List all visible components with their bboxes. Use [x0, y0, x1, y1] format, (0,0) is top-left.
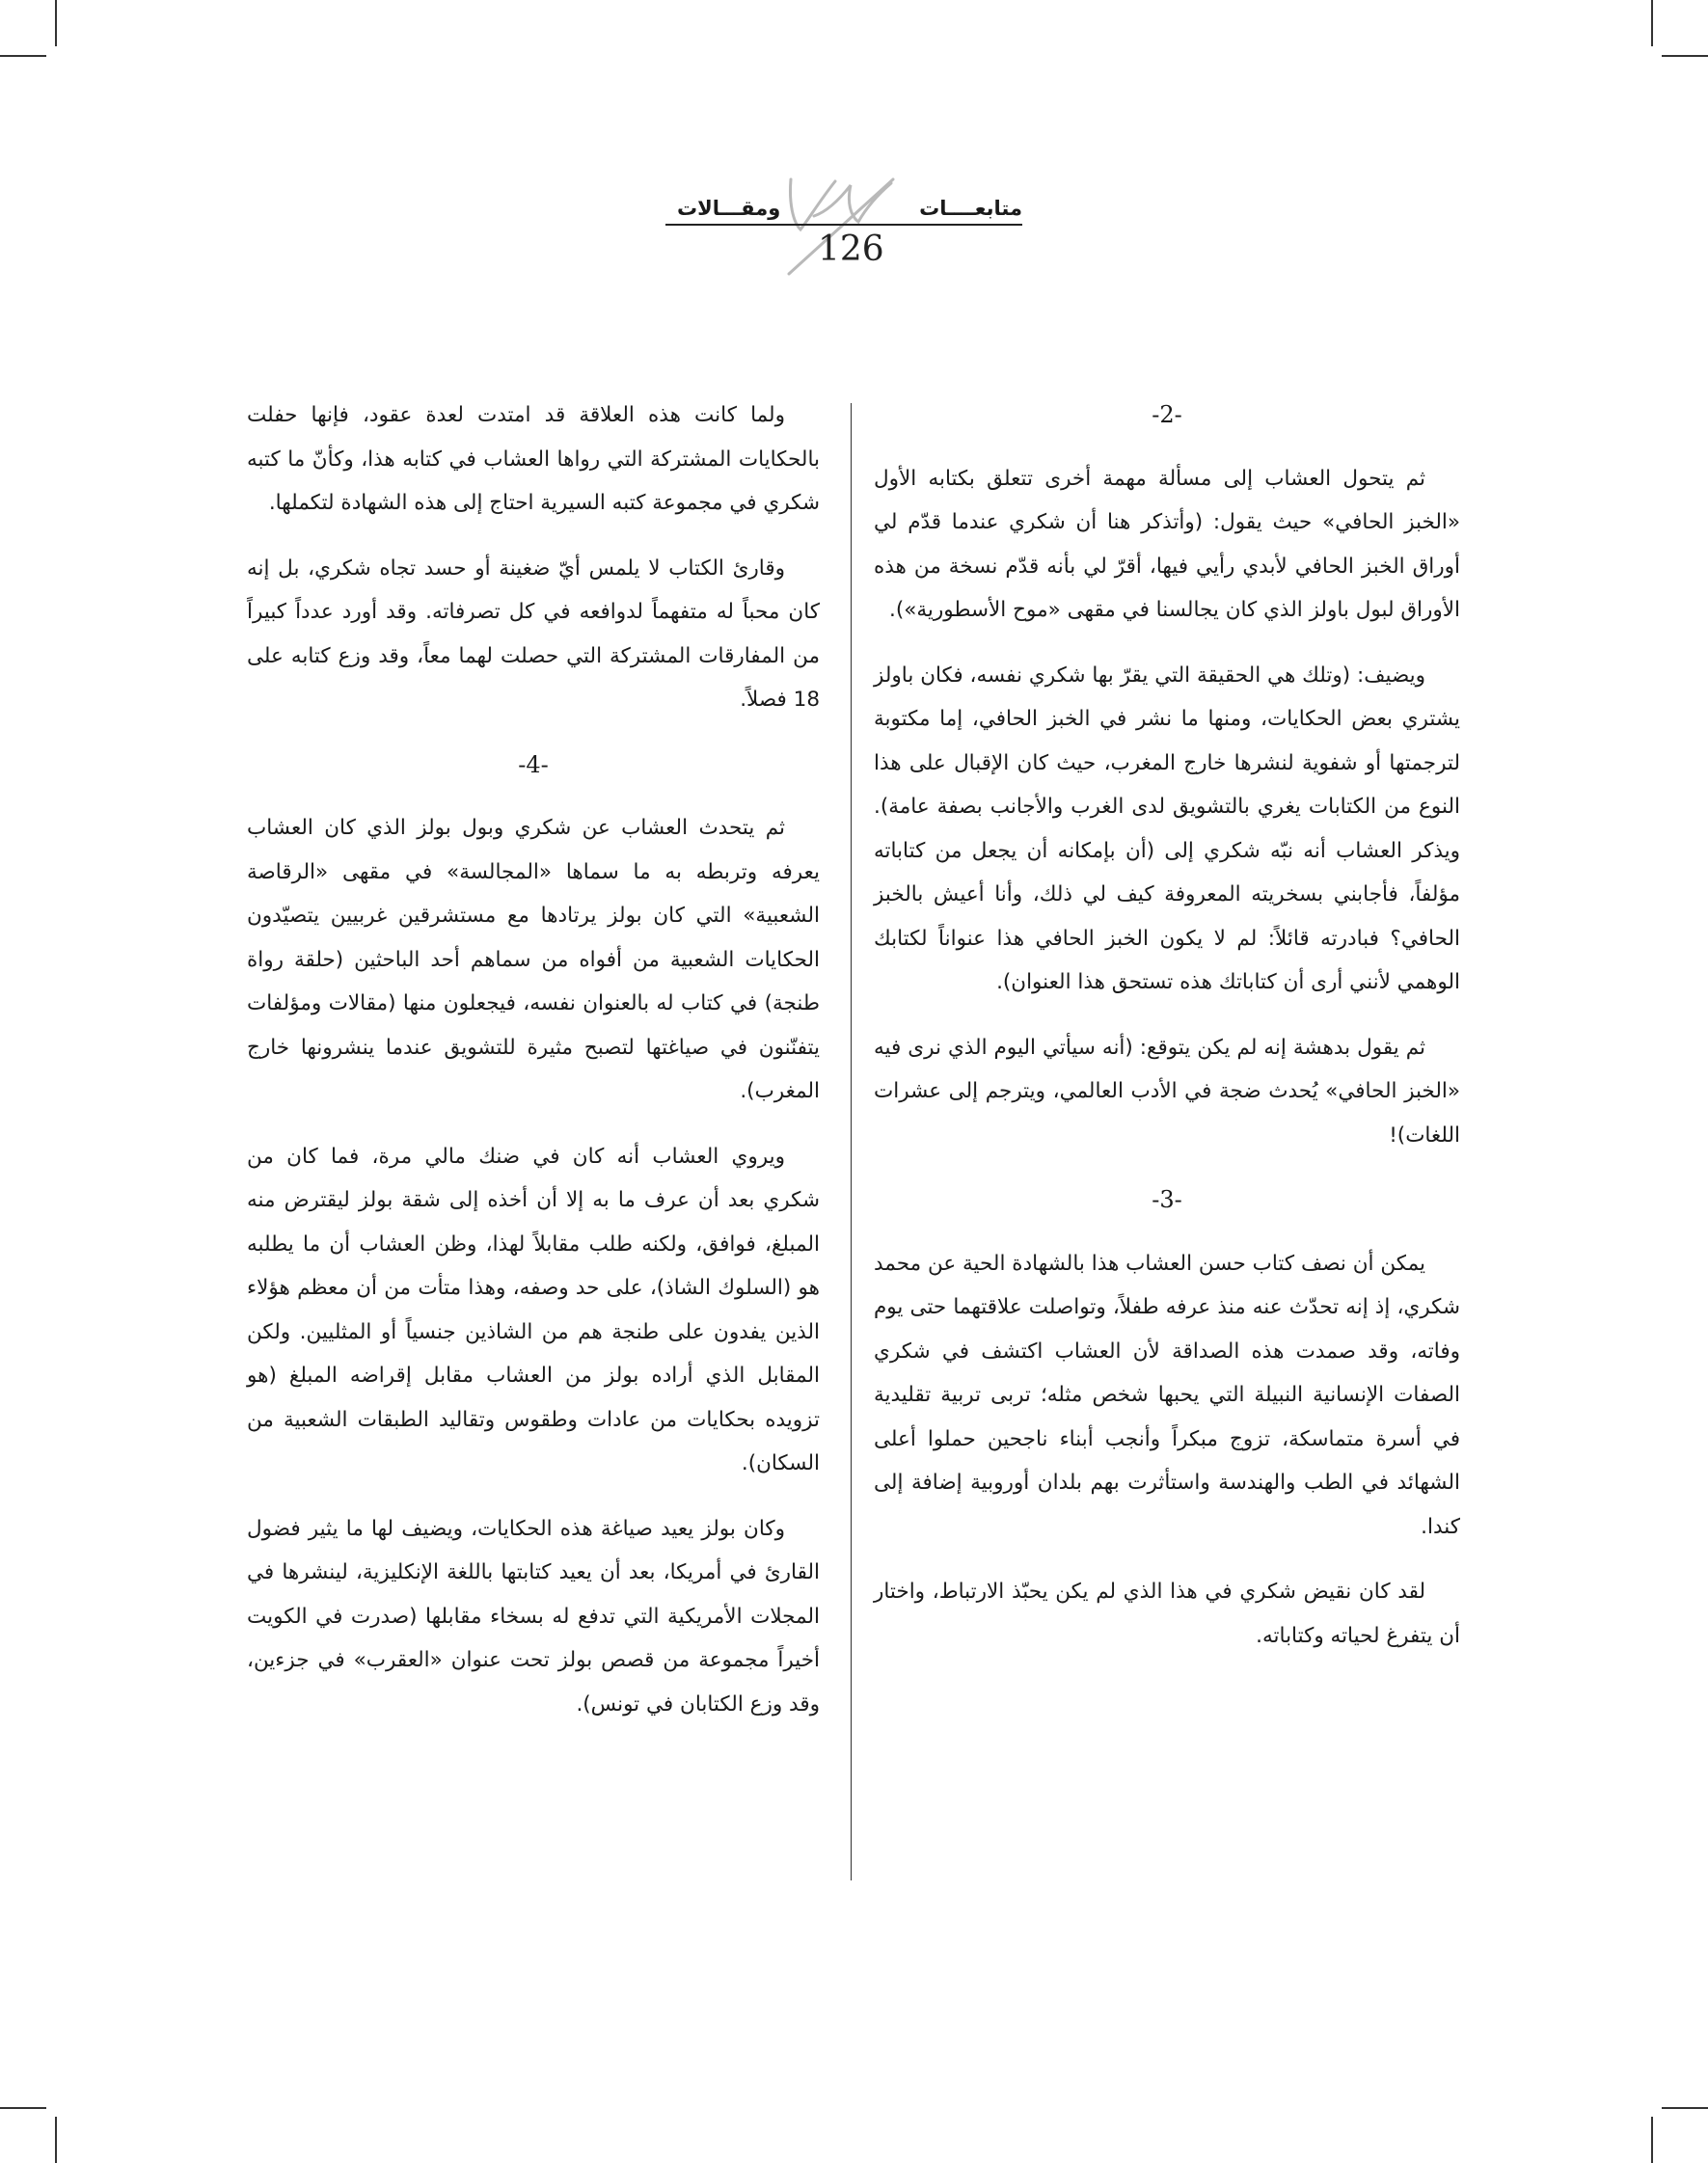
paragraph: ويضيف: (وتلك هي الحقيقة التي يقرّ بها شكري نفسه، فكان باولز يشتري بعض الحكايات، ومنها ما نشر في الخبز الحافي، إما مكتوبة لترجمتها أو شفوية لنشرها خارج المغرب، حيث كان الإقبال على هذا النوع من الكتابات يغري بالتشويق لدى الغرب والأجانب بصفة عامة). ويذكر العشاب أنه نبّه شكري إلى (أن بإمكانه أن يجعل من كتاباته مؤلفاً، فأجابني بسخريته المعروفة كيف لي ذلك، وأنا أعيش بالخبز الحافي؟ فبادرته قائلاً: لم لا يكون الخبز الحافي هذا عنواناً لكتابك الوهمي لأنني أرى أن كتاباتك هذه تستحق هذا العنوان). — [874, 662, 1460, 994]
paragraph: ثم يتحدث العشاب عن شكري وبول بولز الذي كان العشاب يعرفه وتربطه به ما سماها «المجالسة» في مقهى «الرقاصة الشعبية» التي كان بولز يرتادها مع مستشرقين غربيين يتصيّدون الحكايات الشعبية من أفواه من سماهم أحد الباحثين (حلقة رواة طنجة) في كتاب له بالعنوان نفسه، فيجعلون منها (مقالات ومؤلفات يتفنّنون في صياغتها لتصبح مثيرة للتشويق عندما ينشرونها خارج المغرب). — [247, 816, 820, 1103]
section-number: -3- — [1152, 1186, 1182, 1213]
paragraph: لقد كان نقيض شكري في هذا الذي لم يكن يحبّذ الارتباط، واختار أن يتفرغ لحياته وكتاباته. — [874, 1580, 1460, 1648]
paragraph: ولما كانت هذه العلاقة قد امتدت لعدة عقود، فإنها حفلت بالحكايات المشتركة التي رواها العشاب في كتابه هذا، وكأنّ ما كتبه شكري في مجموعة كتبه السيرية احتاج إلى هذه الشهادة لتكملها. — [247, 403, 820, 515]
paragraph: ثم يقول بدهشة إنه لم يكن يتوقع: (أنه سيأتي اليوم الذي نرى فيه «الخبز الحافي» يُحدث ضجة في الأدب العالمي، ويترجم إلى عشرات اللغات)! — [874, 1035, 1460, 1148]
left-column — [247, 393, 820, 1747]
column-divider — [851, 403, 852, 1880]
paragraph: وقارئ الكتاب لا يلمس أيّ ضغينة أو حسد تجاه شكري، بل إنه كان محباً له متفهماً لدوافعه في كل تصرفاته. وقد أورد عدداً كبيراً من المفارقات المشتركة التي حصلت لهما معاً، وقد وزع كتابه على 18 فصلاً. — [247, 555, 820, 712]
crop-mark — [1662, 55, 1708, 57]
crop-mark — [0, 55, 46, 57]
crop-mark — [55, 2117, 57, 2163]
crop-mark — [1651, 2117, 1653, 2163]
section-title-articles: ومقـــالات — [677, 197, 781, 220]
crop-mark — [0, 2107, 46, 2109]
paragraph: ويروي العشاب أنه كان في ضنك مالي مرة، فما كان من شكري بعد أن عرف ما به إلا أن أخذه إلى شقة بولز ليقترض منه المبلغ، فوافق، ولكنه طلب مقابلاً لهذا، وظن العشاب أن ما يطلبه هو (السلوك الشاذ)، على حد وصفه، وهذا متأت من أن معظم هؤلاء الذين يفدون على طنجة هم من الشاذين جنسياً أو المثليين. ولكن المقابل الذي أراده بولز من العشاب مقابل إقراضه المبلغ (هو تزويده بحكايات من عادات وطقوس وتقاليد الطبقات الشعبية من السكان). — [247, 1144, 820, 1475]
right-column — [874, 393, 1460, 1679]
section-title-follow-ups: متابعــــات — [919, 197, 1022, 220]
section-number: -4- — [518, 750, 549, 778]
crop-mark — [1662, 2107, 1708, 2109]
crop-mark — [55, 0, 57, 46]
section-number: -2- — [1152, 401, 1182, 428]
paragraph: وكان بولز يعيد صياغة هذه الحكايات، ويضيف لها ما يثير فضول القارئ في أمريكا، بعد أن يعيد كتابتها باللغة الإنكليزية، لينشرها في المجلات الأمريكية التي تدفع له بسخاء مقابلها (صدرت في الكويت أخيراً مجموعة من قصص بولز تحت عنوان «العقرب» في جزءين، وقد وزع الكتابان في تونس). — [247, 1516, 820, 1717]
page-header — [665, 174, 1022, 280]
paragraph: يمكن أن نصف كتاب حسن العشاب هذا بالشهادة الحية عن محمد شكري، إذ إنه تحدّث عنه منذ عرفه طفلاً، وتواصلت علاقتهما حتى يوم وفاته، وقد صمدت هذه الصداقة لأن العشاب اكتشف في شكري الصفات الإنسانية النبيلة التي يحبها شخص مثله؛ تربى تربية تقليدية في أسرة متماسكة، تزوج مبكراً وأنجب أبناء ناجحين حملوا أعلى الشهائد في الطب والهندسة واستأثرت بهم بلدان أوروبية إضافة إلى كندا. — [874, 1251, 1460, 1539]
paragraph: ثم يتحول العشاب إلى مسألة مهمة أخرى تتعلق بكتابه الأول «الخبز الحافي» حيث يقول: (وأتذكر هنا أن شكري عندما قدّم لي أوراق الخبز الحافي لأبدي رأيي فيها، أقرّ لي بأنه قدّم نسخة من هذه الأوراق لبول باولز الذي كان يجالسنا في مقهى «موح الأسطورية»). — [874, 466, 1460, 622]
crop-mark — [1651, 0, 1653, 46]
header-rule — [665, 224, 1022, 226]
page-number: 126 — [818, 230, 884, 269]
